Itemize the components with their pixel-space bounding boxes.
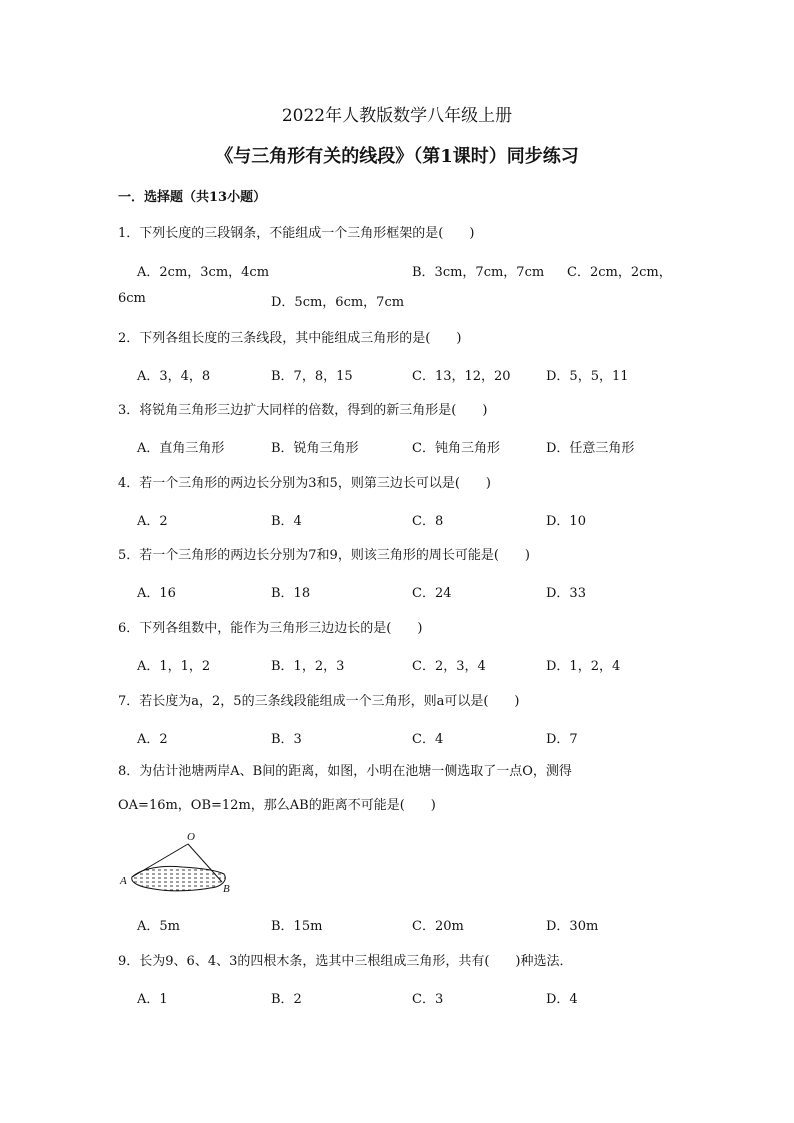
question-2-stem: 2．下列各组长度的三条线段，其中能组成三角形的是( ) bbox=[118, 331, 462, 346]
question-4-option-c: C．8 bbox=[412, 514, 444, 529]
question-6-option-d: D．1，2，4 bbox=[546, 659, 621, 674]
question-3-stem: 3．将锐角三角形三边扩大同样的倍数，得到的新三角形是( ) bbox=[118, 403, 488, 418]
question-4-option-a: A．2 bbox=[137, 514, 168, 529]
page-subtitle: 《与三角形有关的线段》（第1课时）同步练习 bbox=[215, 146, 579, 167]
question-6-stem: 6．下列各组数中，能作为三角形三边边长的是( ) bbox=[118, 621, 423, 636]
question-4-stem: 4．若一个三角形的两边长分别为3和5，则第三边长可以是( ) bbox=[118, 476, 491, 491]
question-3-option-c: C．钝角三角形 bbox=[412, 441, 500, 456]
question-6-option-a: A．1，1，2 bbox=[137, 659, 211, 674]
question-4-option-d: D．10 bbox=[546, 514, 586, 529]
question-1-option-b: B．3cm，7cm，7cm bbox=[412, 265, 545, 280]
question-3-option-b: B．锐角三角形 bbox=[271, 441, 359, 456]
question-8-stem: 8．为估计池塘两岸A、B间的距离，如图，小明在池塘一侧选取了一点O，测得 bbox=[118, 764, 572, 779]
question-5-option-a: A．16 bbox=[137, 586, 176, 601]
question-2-option-c: C．13，12，20 bbox=[412, 369, 511, 384]
question-7-option-c: C．4 bbox=[412, 732, 444, 747]
question-1-option-c-cont: 6cm bbox=[118, 291, 146, 306]
question-5-option-d: D．33 bbox=[546, 586, 586, 601]
page-title: 2022年人教版数学八年级上册 bbox=[281, 106, 513, 126]
question-1-stem: 1．下列长度的三段钢条，不能组成一个三角形框架的是( ) bbox=[118, 226, 475, 241]
question-8-option-a: A．5m bbox=[137, 919, 180, 934]
point-b-label: B bbox=[223, 883, 230, 895]
question-3-option-d: D．任意三角形 bbox=[546, 441, 635, 456]
point-o-label: O bbox=[187, 831, 195, 843]
question-9-option-c: C．3 bbox=[412, 992, 444, 1007]
question-6-option-c: C．2，3，4 bbox=[412, 659, 486, 674]
question-1-option-d: D．5cm，6cm，7cm bbox=[271, 295, 405, 310]
pond-figure bbox=[116, 828, 240, 898]
question-5-option-b: B．18 bbox=[271, 586, 311, 601]
question-8-stem-line2: OA=16m，OB=12m，那么AB的距离不可能是( ) bbox=[118, 798, 436, 813]
question-7-option-a: A．2 bbox=[137, 732, 168, 747]
question-9-stem: 9．长为9、6、4、3的四根木条，选其中三根组成三角形，共有( )种选法． bbox=[118, 954, 573, 969]
question-7-stem: 7．若长度为a，2，5的三条线段能组成一个三角形，则a可以是( ) bbox=[118, 694, 520, 709]
question-9-option-b: B．2 bbox=[271, 992, 302, 1007]
question-9-option-a: A．1 bbox=[137, 992, 168, 1007]
question-6-option-b: B．1，2，3 bbox=[271, 659, 345, 674]
question-4-option-b: B．4 bbox=[271, 514, 302, 529]
question-3-option-a: A．直角三角形 bbox=[137, 441, 225, 456]
section-heading: 一．选择题（共13小题） bbox=[118, 190, 267, 205]
question-5-option-c: C．24 bbox=[412, 586, 452, 601]
question-9-option-d: D．4 bbox=[546, 992, 578, 1007]
question-2-option-d: D．5，5，11 bbox=[546, 369, 629, 384]
question-8-option-c: C．20m bbox=[412, 919, 464, 934]
question-5-stem: 5．若一个三角形的两边长分别为7和9，则该三角形的周长可能是( ) bbox=[118, 548, 530, 563]
question-8-option-b: B．15m bbox=[271, 919, 323, 934]
question-8-option-d: D．30m bbox=[546, 919, 599, 934]
question-2-option-b: B．7，8，15 bbox=[271, 369, 353, 384]
question-1-option-c: C．2cm，2cm， bbox=[567, 265, 672, 280]
question-1-option-a: A．2cm，3cm，4cm bbox=[137, 265, 270, 280]
question-7-option-d: D．7 bbox=[546, 732, 578, 747]
question-2-option-a: A．3，4，8 bbox=[137, 369, 211, 384]
question-7-option-b: B．3 bbox=[271, 732, 302, 747]
point-a-label: A bbox=[120, 875, 127, 887]
